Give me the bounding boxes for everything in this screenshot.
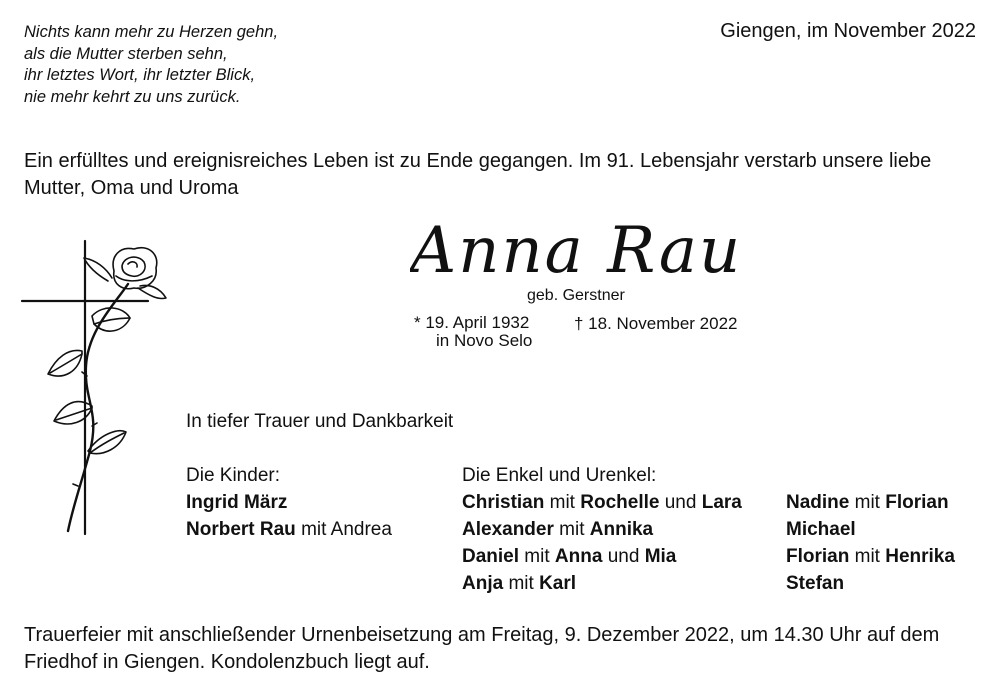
list-item (186, 489, 392, 516)
partner-name: Rochelle (580, 492, 660, 513)
grandchild-name: Christian (462, 492, 545, 513)
connector: mit (544, 492, 581, 513)
children-heading: Die Kinder: (186, 465, 280, 486)
birth-place: in Novo Selo (436, 331, 533, 350)
poem (24, 22, 278, 108)
grandchildren-list (462, 462, 742, 597)
list-item (786, 516, 955, 543)
child-name: Norbert Rau (186, 519, 296, 540)
death-date: † 18. November 2022 (574, 314, 738, 333)
maiden-name: geb. Gerstner (527, 287, 625, 304)
grandchild-name: Alexander (462, 519, 554, 540)
connector: und (659, 492, 702, 513)
partner-name: Andrea (330, 519, 392, 540)
child-name: Ingrid März (186, 492, 288, 513)
children-list (186, 462, 392, 543)
intro-text: Ein erfülltes und ereignisreiches Leben ist zu Ende gegangen. Im 91. Lebensjahr verstarb unsere liebe Mutter, Oma und Uroma (24, 150, 932, 199)
list-item (186, 516, 392, 543)
poem-line: als die Mutter sterben sehn, (24, 44, 228, 63)
connector: mit (519, 546, 555, 567)
grandchild-name: Anja (462, 573, 504, 594)
poem-line: Nichts kann mehr zu Herzen gehn, (24, 23, 279, 41)
deceased-name: Anna Rau (410, 214, 743, 288)
birth-info (414, 314, 532, 350)
grandchild-name: Daniel (462, 546, 520, 567)
grandchild-name: Nadine (786, 492, 850, 513)
list-item (462, 516, 742, 543)
partner-name: Anna (554, 546, 603, 567)
list-item (462, 543, 742, 570)
greatgrandchild-name: Lara (701, 492, 742, 513)
partner-name: Florian (885, 492, 949, 513)
mourning-line: In tiefer Trauer und Dankbarkeit (186, 411, 454, 432)
place-date: Giengen, im November 2022 (720, 20, 976, 42)
grandchild-name: Michael (786, 519, 856, 540)
partner-name: Annika (589, 519, 654, 540)
poem-line: nie mehr kehrt zu uns zurück. (24, 87, 241, 106)
connector: mit (503, 573, 540, 594)
birth-date: * 19. April 1932 (414, 313, 530, 332)
connector: mit (295, 519, 331, 540)
grandchild-name: Stefan (786, 573, 845, 594)
grandchild-name: Florian (786, 546, 850, 567)
cross-with-rose-icon (18, 236, 178, 536)
list-item (786, 489, 955, 516)
grandchildren-heading: Die Enkel und Urenkel: (462, 465, 657, 486)
connector: mit (849, 492, 886, 513)
list-item (786, 570, 955, 597)
greatgrandchild-name: Mia (644, 546, 677, 567)
list-item (462, 489, 742, 516)
partner-name: Karl (539, 573, 577, 594)
partner-name: Henrika (885, 546, 955, 567)
connector: und (602, 546, 645, 567)
connector: mit (553, 519, 590, 540)
list-item (786, 543, 955, 570)
grandchildren-list-2 (786, 489, 955, 597)
ceremony-text: Trauerfeier mit anschließender Urnenbeisetzung am Freitag, 9. Dezember 2022, um 14.30 Uhr auf dem Friedhof in Giengen. Kondolenzbuch liegt auf. (24, 624, 940, 673)
list-item (462, 570, 742, 597)
connector: mit (849, 546, 886, 567)
poem-line: ihr letztes Wort, ihr letzter Blick, (24, 66, 256, 84)
